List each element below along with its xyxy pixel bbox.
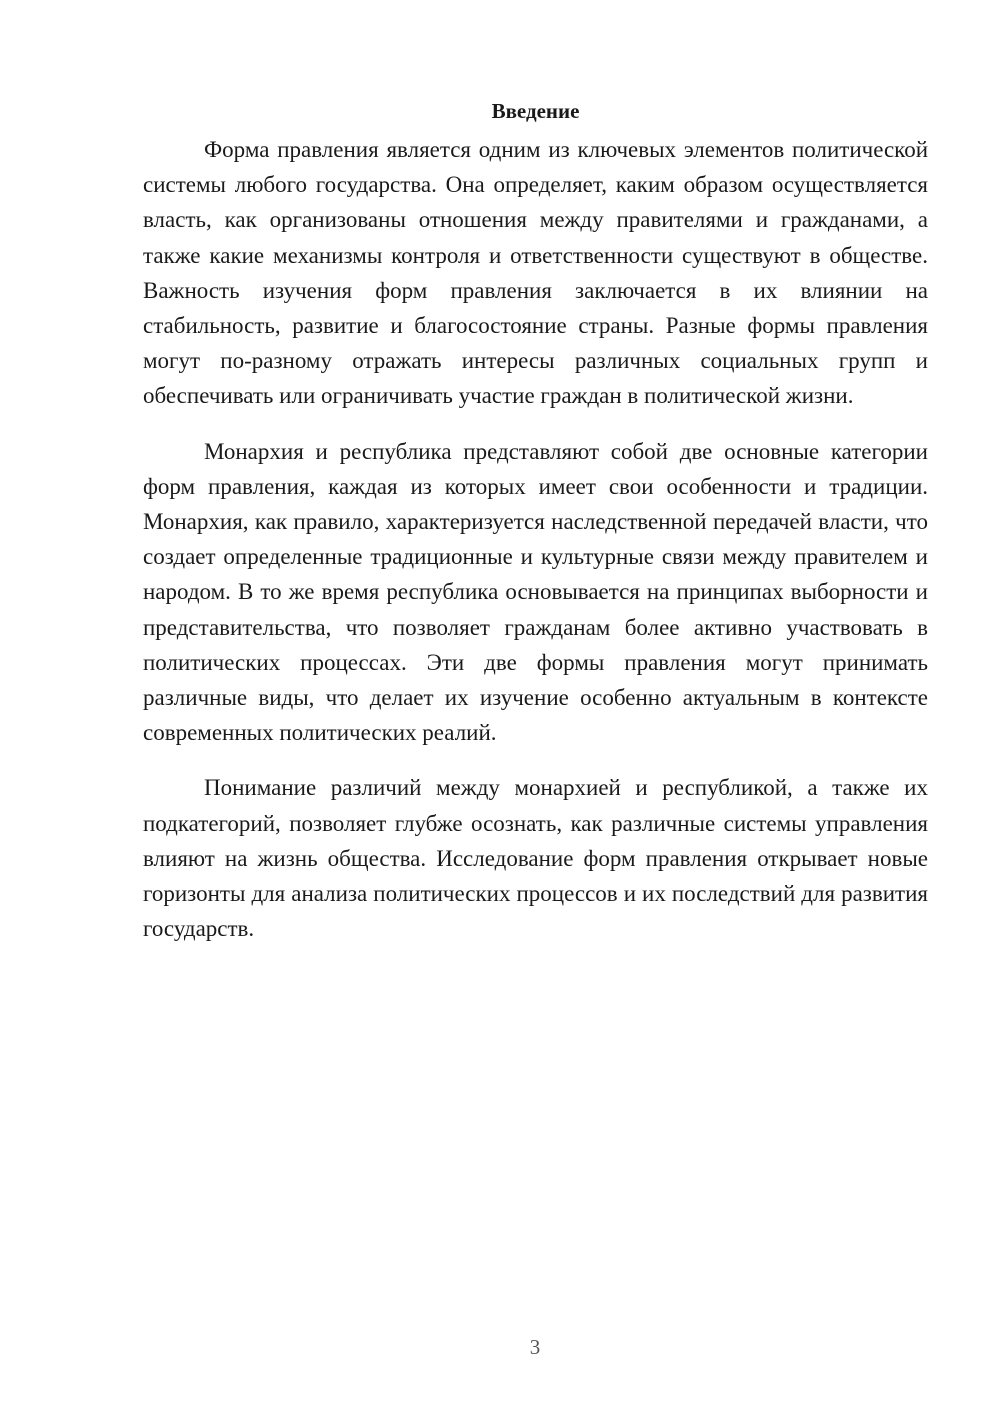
paragraph-1: Форма правления является одним из ключевых элементов политической системы любого государства. Она определяет, каким образом осуществляется власть, как организованы отношения между правителями и гражданами, а также какие механизмы контроля и ответственности существуют в обществе. Важность изучения форм правления заключается в их влиянии на стабильность, развитие и благосостояние страны. Разные формы правления могут по-разному отражать интересы различных социальных групп и обеспечивать или ограничивать участие граждан в политической жизни. — [143, 137, 928, 409]
page-number: 3 — [529, 1335, 541, 1359]
page-content — [143, 96, 928, 966]
section-title: Введение — [491, 99, 580, 123]
paragraph-2: Монархия и республика представляют собой две основные категории форм правления, каждая из которых имеет свои особенности и традиции. Монархия, как правило, характеризуется наследственной передачей власти, что создает определенные традиционные и культурные связи между правителем и народом. В то же время республика основывается на принципах выборности и представительства, что позволяет гражданам более активно участвовать в политических процессах. Эти две формы правления могут принимать различные виды, что делает их изучение особенно актуальным в контексте современных политических реалий. — [143, 438, 928, 746]
paragraph-3: Понимание различий между монархией и республикой, а также их подкатегорий, позволяет глубже осознать, как различные системы управления влияют на жизнь общества. Исследование форм правления открывает новые горизонты для анализа политических процессов и их последствий для развития государств. — [143, 775, 928, 942]
